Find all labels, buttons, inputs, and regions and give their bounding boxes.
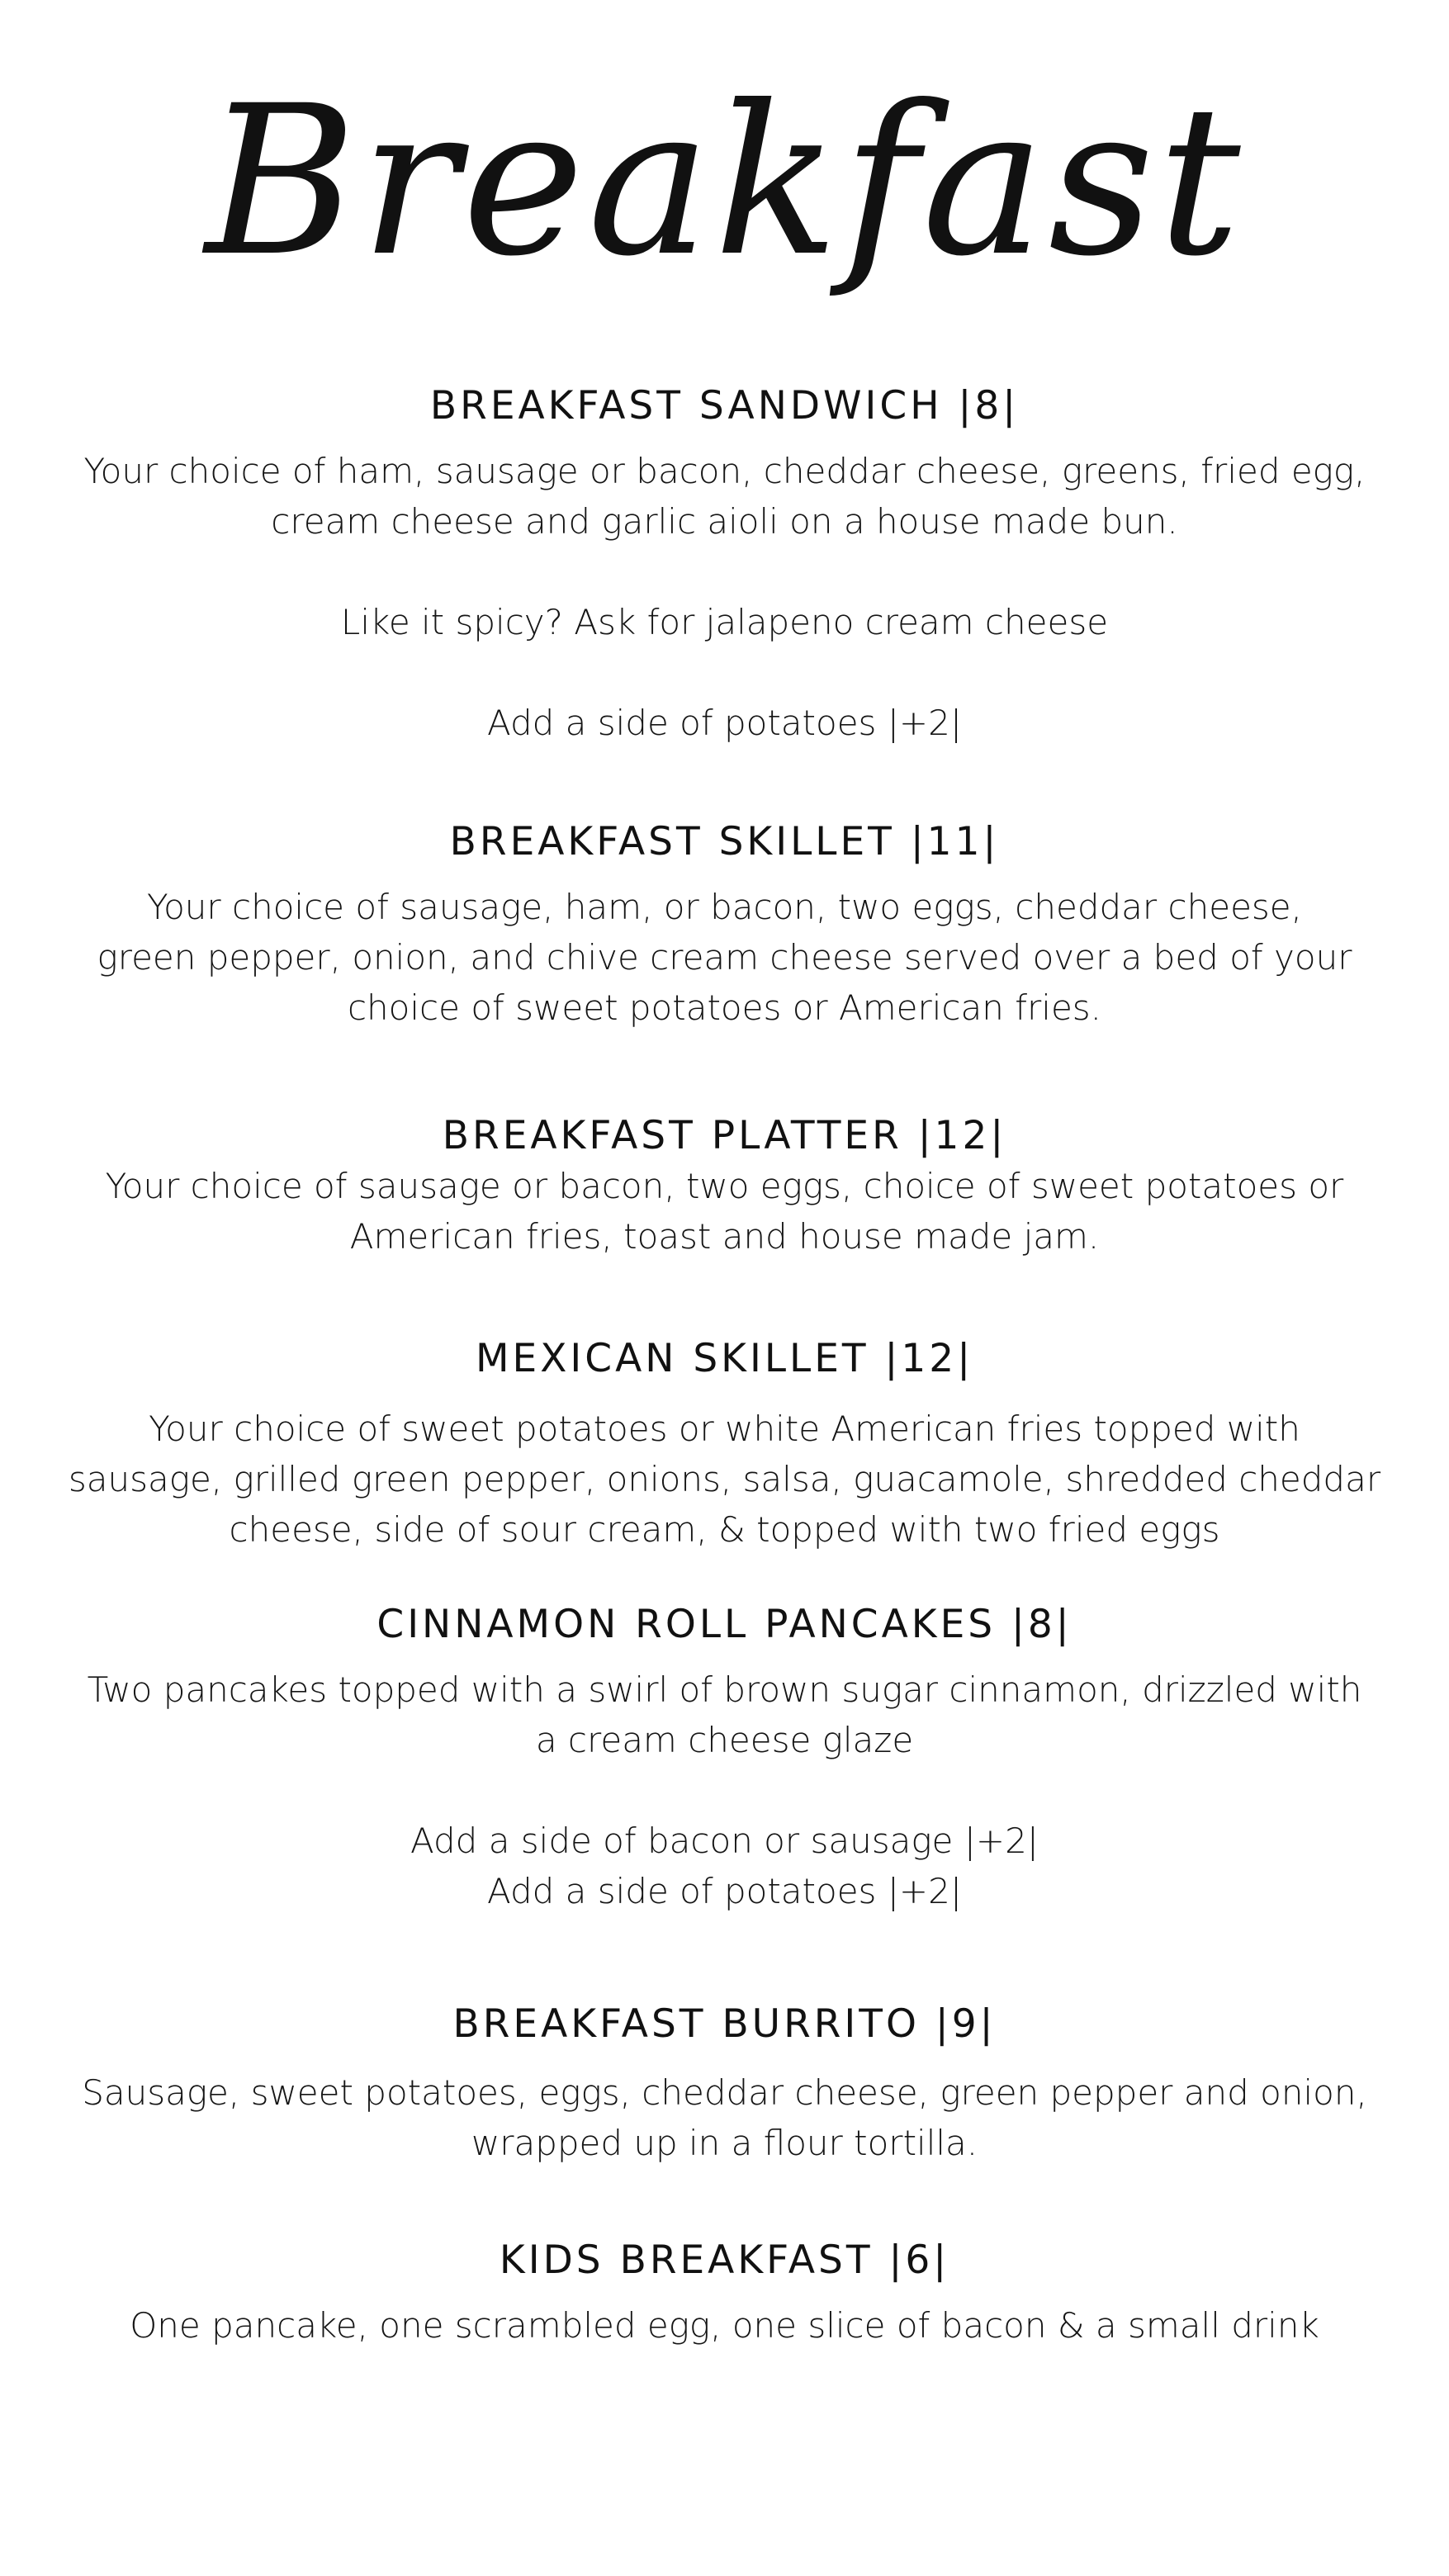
menu-item-breakfast-burrito [0,2000,1449,2168]
item-description-line: green pepper, onion, and chive cream cheese served over a bed of your [97,937,1352,978]
item-name: BREAKFAST BURRITO |9| [452,2001,997,2047]
item-description-line: American fries, toast and house made jam. [349,1216,1100,1257]
item-note: Add a side of potatoes |+2| [487,1871,962,1911]
menu-item-breakfast-sandwich [0,381,1449,748]
menu-item-mexican-skillet [0,1334,1449,1555]
item-description-line: Your choice of sausage or bacon, two eggs, choice of sweet potatoes or [105,1166,1344,1206]
item-description-line: Your choice of ham, sausage or bacon, cheddar cheese, greens, fried egg, [83,451,1366,491]
menu-item-kids-breakfast [0,2236,1449,2351]
item-name: BREAKFAST PLATTER |12| [442,1113,1007,1158]
item-description-line: a cream cheese glaze [535,1720,914,1760]
item-description-line: cream cheese and garlic aioli on a house made bun. [271,501,1178,542]
item-description-line: wrapped up in a flour tortilla. [471,2123,978,2163]
item-name: CINNAMON ROLL PANCAKES |8| [376,1602,1073,1647]
item-note: Like it spicy? Ask for jalapeno cream cheese [340,602,1109,642]
item-description-line: Your choice of sweet potatoes or white American fries topped with [149,1409,1300,1449]
menu-item-breakfast-platter [0,1111,1449,1262]
item-note: Add a side of bacon or sausage |+2| [410,1821,1039,1861]
item-description-line: Your choice of sausage, ham, or bacon, two eggs, cheddar cheese, [147,887,1302,927]
menu-item-breakfast-skillet [0,817,1449,1033]
item-description-line: cheese, side of sour cream, & topped with two fried eggs [229,1509,1220,1550]
item-description-line: choice of sweet potatoes or American fries. [347,987,1102,1028]
item-name: BREAKFAST SANDWICH |8| [429,383,1020,429]
item-note: Add a side of potatoes |+2| [487,703,962,743]
item-description-line: One pancake, one scrambled egg, one slice of bacon & a small drink [130,2305,1319,2346]
menu-item-cinnamon-roll-pancakes [0,1600,1449,1916]
item-description-line: Sausage, sweet potatoes, eggs, cheddar cheese, green pepper and onion, [82,2072,1367,2113]
menu-title: Breakfast [205,61,1244,301]
item-name: KIDS BREAKFAST |6| [499,2237,950,2283]
item-name: BREAKFAST SKILLET |11| [449,819,1000,864]
item-description-line: Two pancakes topped with a swirl of brown sugar cinnamon, drizzled with [87,1669,1362,1710]
item-name: MEXICAN SKILLET |12| [475,1336,974,1381]
item-description-line: sausage, grilled green pepper, onions, salsa, guacamole, shredded cheddar [68,1459,1381,1499]
